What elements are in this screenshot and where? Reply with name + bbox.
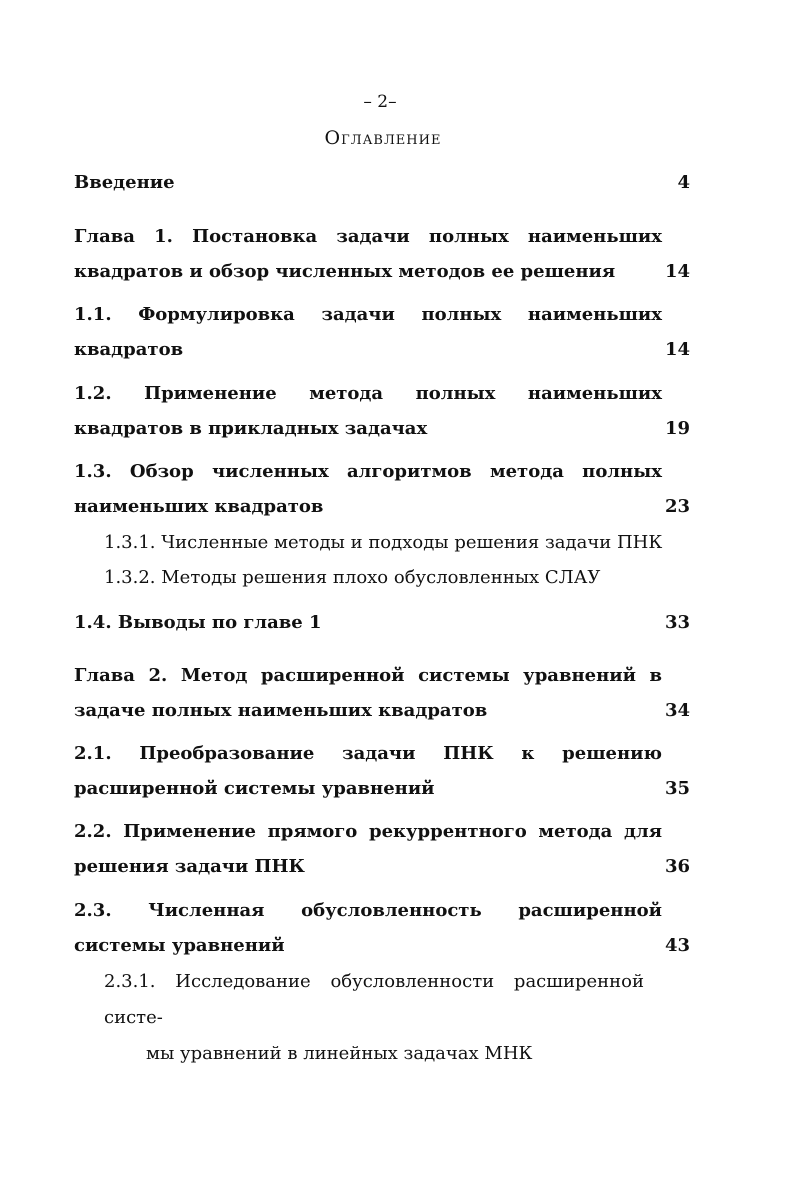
toc-entry-page: 23 [664, 496, 690, 517]
toc-subentry-2-3-1 [104, 964, 644, 1072]
toc-entry-1-1 [74, 297, 690, 367]
toc-entry-text: 1.1. Формулировка задачи полных наименьших квадратов [74, 304, 662, 360]
toc-entry-text: 2.1. Преобразование задачи ПНК к решению расширенной системы уравнений [74, 743, 662, 799]
toc-entry-introduction [74, 165, 690, 200]
toc-entry-2-1 [74, 736, 690, 806]
toc-entry-text: Глава 2. Метод расширенной системы уравнений в задаче полных наименьших квадратов [74, 665, 662, 721]
toc-entry-page: 14 [664, 261, 690, 282]
toc-subentry-line: 2.3.1. Исследование обусловленности расширенной систе- [104, 971, 644, 1028]
toc-entry-text: 1.4. Выводы по главе 1 [74, 612, 322, 633]
toc-entry-text: 1.3. Обзор численных алгоритмов метода полных наименьших квадратов [74, 461, 662, 517]
toc-entry-chapter-2 [74, 658, 690, 728]
page-number: – 2– [363, 92, 397, 112]
toc-entry-1-4 [74, 605, 690, 640]
toc-entry-text: 2.3. Численная обусловленность расширенной системы уравнений [74, 900, 662, 956]
toc-entry-text: 1.2. Применение метода полных наименьших квадратов в прикладных задачах [74, 383, 662, 439]
toc-subentry-1-3-2: 1.3.2. Методы решения плохо обусловленных СЛАУ [104, 567, 601, 588]
toc-entry-page: 19 [664, 418, 690, 439]
toc-entry-page: 36 [664, 856, 690, 877]
toc-entry-text: Глава 1. Постановка задачи полных наименьших квадратов и обзор численных методов ее решения [74, 226, 662, 282]
toc-entry-2-2 [74, 814, 690, 884]
toc-entry-1-3 [74, 454, 690, 524]
toc-entry-page: 14 [664, 339, 690, 360]
toc-entry-page: 35 [664, 778, 690, 799]
toc-entry-page: 43 [664, 935, 690, 956]
toc-entry-page: 34 [664, 700, 690, 721]
toc-entry-page: 4 [677, 172, 690, 193]
toc-entry-chapter-1 [74, 219, 690, 289]
toc-entry-text: Введение [74, 172, 175, 193]
toc-subentry-line: мы уравнений в линейных задачах МНК [146, 1043, 533, 1064]
toc-subentry-1-3-1: 1.3.1. Численные методы и подходы решения задачи ПНК [104, 532, 663, 553]
toc-title: Оглавление [324, 127, 442, 149]
toc-entry-text: 2.2. Применение прямого рекуррентного метода для решения задачи ПНК [74, 821, 662, 877]
toc-entry-1-2 [74, 376, 690, 446]
toc-entry-page: 33 [664, 612, 690, 633]
toc-entry-2-3 [74, 893, 690, 963]
